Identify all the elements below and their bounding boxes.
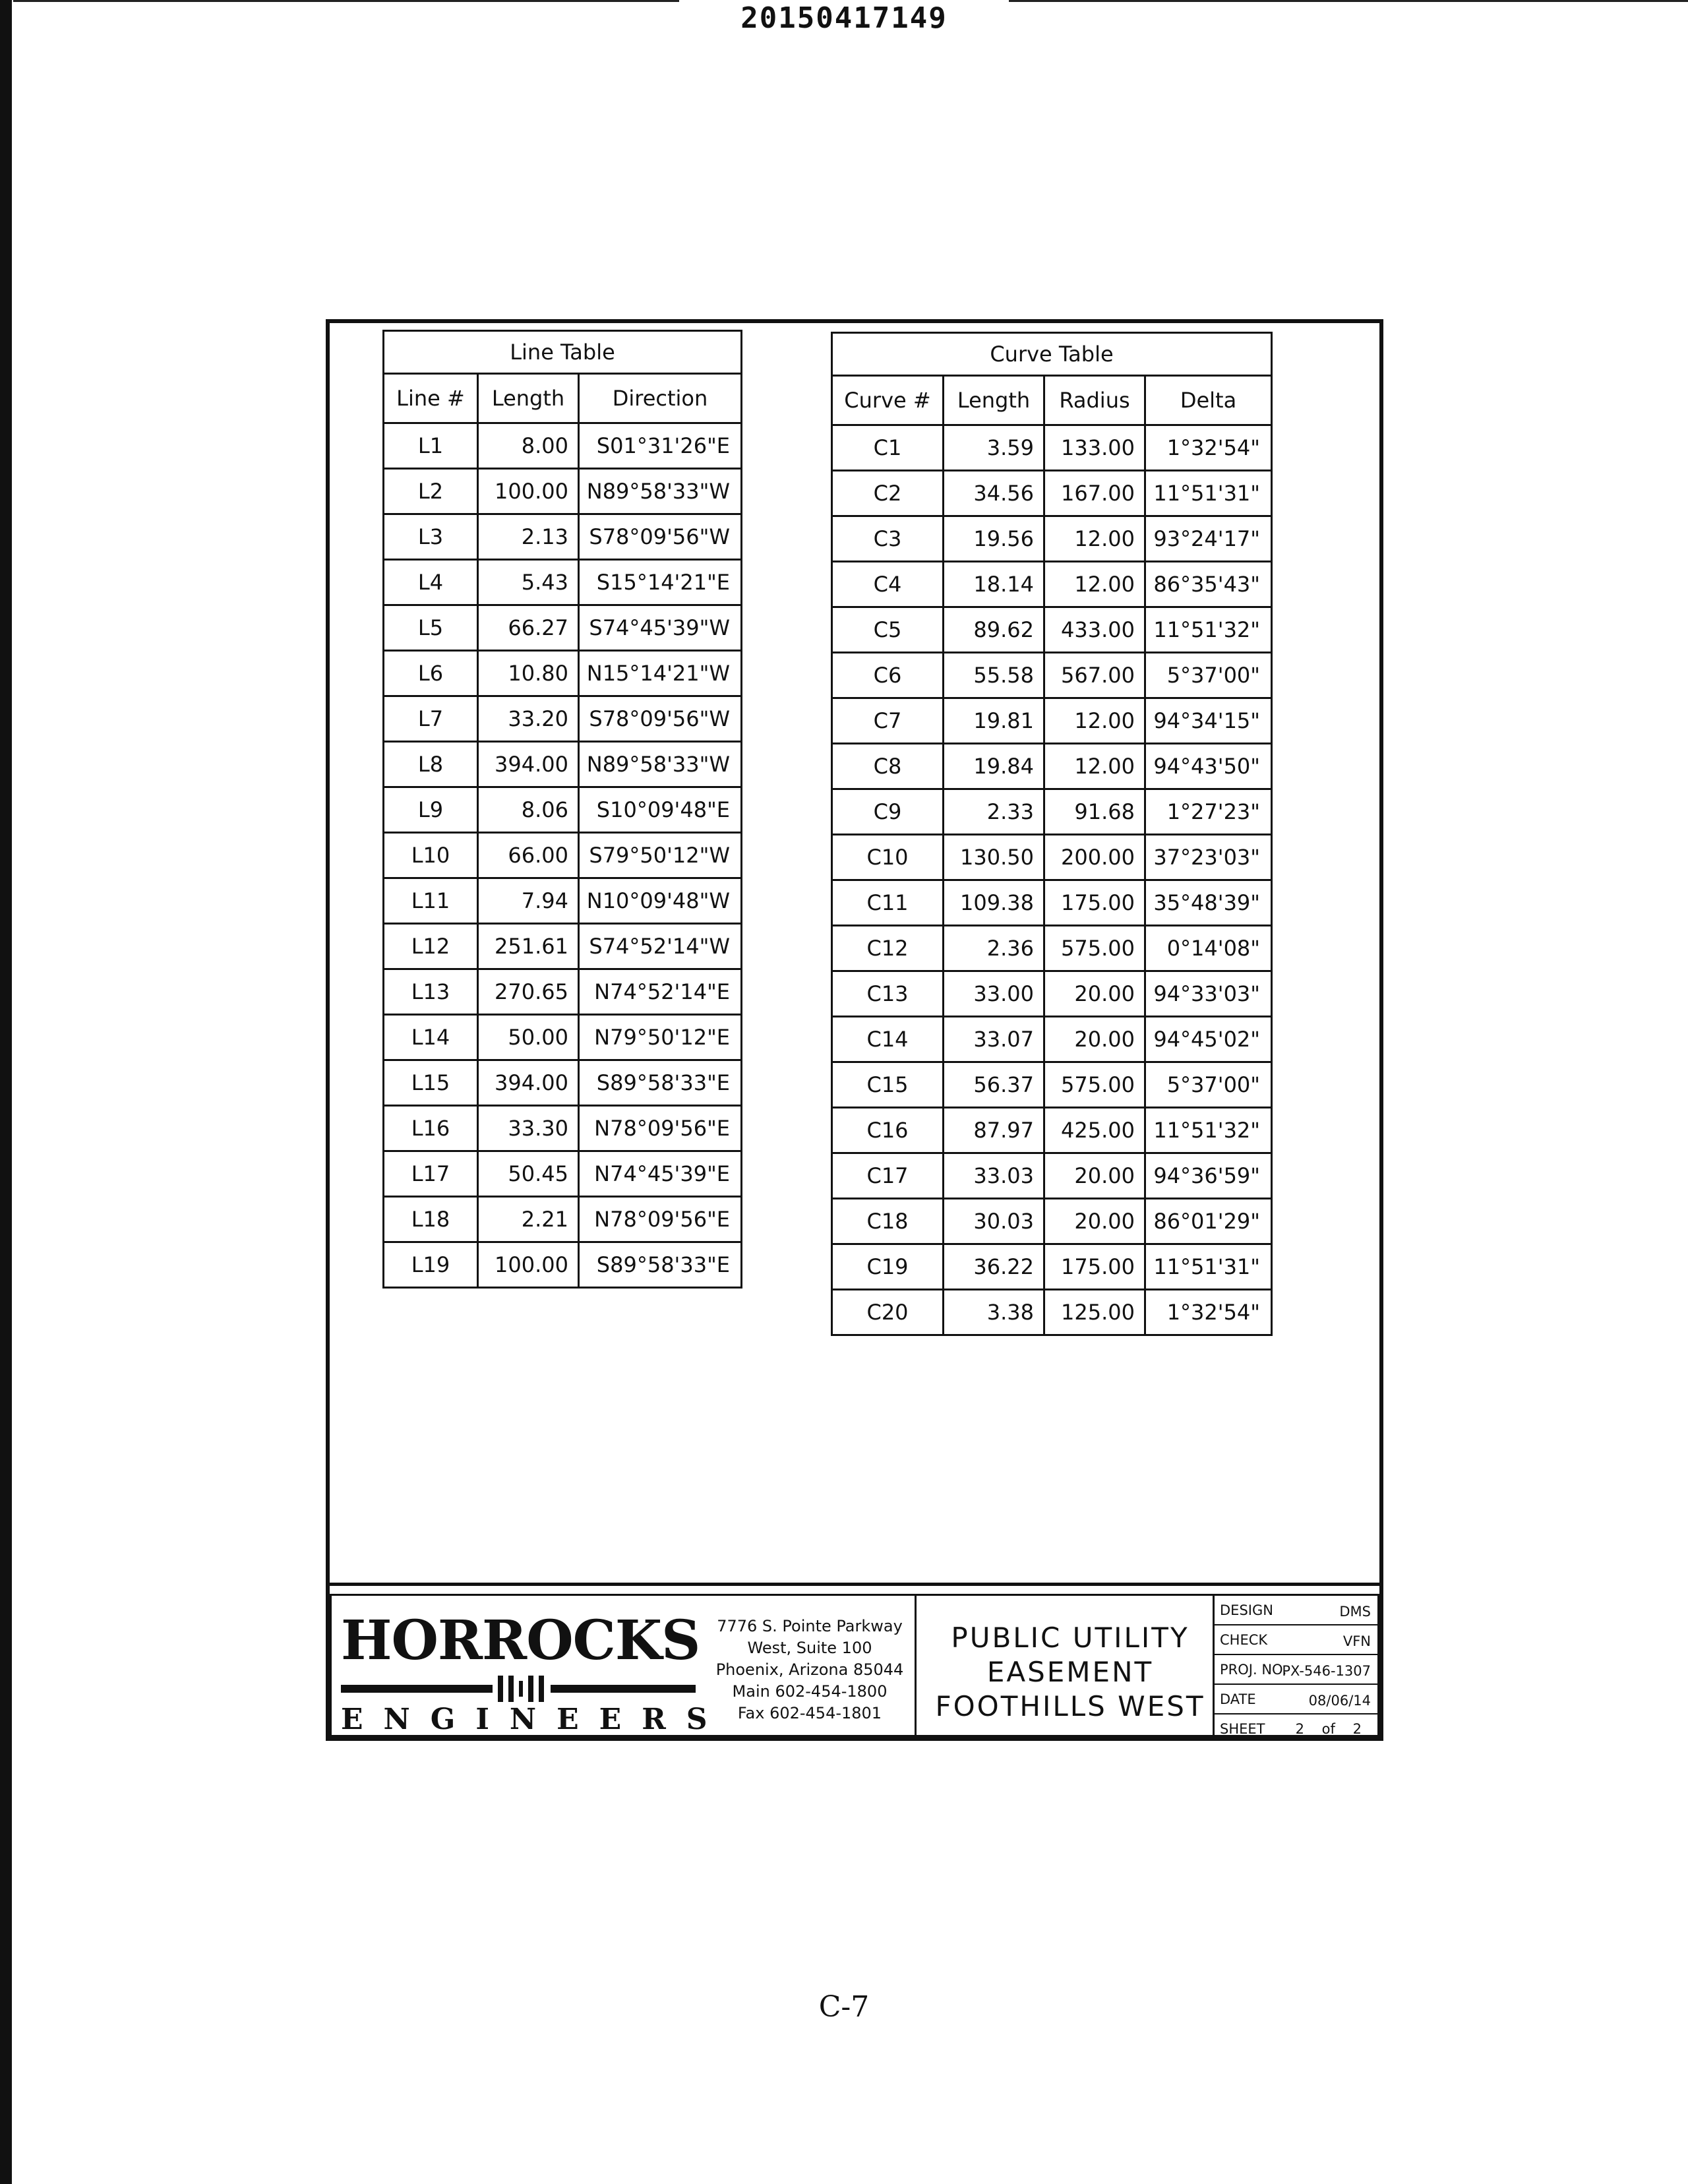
curve-row-cell: 20.00 (1044, 1199, 1145, 1244)
curve-row (832, 516, 1272, 562)
curve-row-cell: 12.00 (1044, 744, 1145, 789)
curve-row (832, 789, 1272, 835)
line-row-cell: N89°58'33"W (579, 742, 742, 787)
curve-row-cell: 19.81 (944, 698, 1044, 744)
curve-row-cell: 55.58 (944, 653, 1044, 698)
address-line: 7776 S. Pointe Parkway (717, 1617, 903, 1635)
top-rule (1009, 0, 1688, 2)
line-row-cell: 66.27 (478, 605, 579, 651)
company-name: HORROCKS (341, 1609, 700, 1672)
curve-row (832, 1290, 1272, 1335)
curve-row-cell: 12.00 (1044, 562, 1145, 607)
curve-row-cell: C1 (832, 425, 944, 471)
curve-row-cell: 175.00 (1044, 1244, 1145, 1290)
design-label: DESIGN (1220, 1602, 1273, 1618)
curve-row-cell: 30.03 (944, 1199, 1044, 1244)
scan-edge-bar (0, 0, 12, 2184)
curve-row-cell: 2.36 (944, 926, 1044, 971)
curve-row (832, 607, 1272, 653)
line-row-cell: S74°45'39"W (579, 605, 742, 651)
line-row (384, 878, 742, 924)
curve-table-header: Curve # (832, 376, 944, 425)
line-row (384, 469, 742, 514)
line-row-cell: S74°52'14"W (579, 924, 742, 969)
curve-row-cell: 20.00 (1044, 1017, 1145, 1062)
curve-row (832, 926, 1272, 971)
curve-row (832, 971, 1272, 1017)
line-table-header: Length (478, 374, 579, 423)
line-row-cell: L1 (384, 423, 478, 469)
curve-row-cell: 133.00 (1044, 425, 1145, 471)
curve-row-cell: C14 (832, 1017, 944, 1062)
line-row (384, 605, 742, 651)
logo-mark (508, 1676, 514, 1702)
curve-row-cell: 125.00 (1044, 1290, 1145, 1335)
curve-row (832, 698, 1272, 744)
line-row (384, 1197, 742, 1242)
line-row-cell: L9 (384, 787, 478, 833)
curve-row-cell: 575.00 (1044, 1062, 1145, 1108)
curve-row-cell: 109.38 (944, 880, 1044, 926)
line-row-cell: N89°58'33"W (579, 469, 742, 514)
sheet-info (1215, 1596, 1377, 1735)
curve-row-cell: 33.00 (944, 971, 1044, 1017)
curve-row-cell: 11°51'32" (1145, 607, 1272, 653)
line-row-cell: N74°52'14"E (579, 969, 742, 1015)
sheet-count (1296, 1721, 1362, 1737)
line-row-cell: 251.61 (478, 924, 579, 969)
line-row-cell: S78°09'56"W (579, 696, 742, 742)
line-row-cell: S01°31'26"E (579, 423, 742, 469)
curve-row-cell: C8 (832, 744, 944, 789)
divider (915, 1596, 917, 1735)
project-number-label: PROJ. NO. (1220, 1662, 1287, 1678)
document-number: 20150417149 (740, 1, 948, 35)
check-value: VFN (1342, 1633, 1371, 1649)
curve-row (832, 653, 1272, 698)
curve-row-cell: 89.62 (944, 607, 1044, 653)
curve-row-cell: 87.97 (944, 1108, 1044, 1153)
curve-row-cell: 5°37'00" (1145, 1062, 1272, 1108)
curve-table-header: Delta (1145, 376, 1272, 425)
line-row (384, 1151, 742, 1197)
design-row (1215, 1596, 1377, 1625)
curve-row (832, 1017, 1272, 1062)
curve-row-cell: 1°32'54" (1145, 425, 1272, 471)
title-block (326, 1583, 1383, 1741)
curve-row-cell: 20.00 (1044, 1153, 1145, 1199)
curve-row-cell: C7 (832, 698, 944, 744)
line-row (384, 514, 742, 560)
line-row-cell: S89°58'33"E (579, 1060, 742, 1106)
company-subtitle: ENGINEERS (341, 1703, 728, 1736)
curve-row (832, 1244, 1272, 1290)
curve-row-cell: 56.37 (944, 1062, 1044, 1108)
curve-row-cell: 3.59 (944, 425, 1044, 471)
curve-row-cell: C20 (832, 1290, 944, 1335)
line-row-cell: S79°50'12"W (579, 833, 742, 878)
line-row-cell: N10°09'48"W (579, 878, 742, 924)
line-row (384, 742, 742, 787)
line-row-cell: N74°45'39"E (579, 1151, 742, 1197)
logo-bar-left (341, 1685, 493, 1693)
address-line: Main 602-454-1800 (732, 1682, 888, 1701)
line-row-cell: 394.00 (478, 1060, 579, 1106)
line-row-cell: L7 (384, 696, 478, 742)
line-table-title: Line Table (384, 331, 742, 374)
curve-row-cell: 5°37'00" (1145, 653, 1272, 698)
address-line: West, Suite 100 (747, 1639, 872, 1657)
curve-table (831, 332, 1273, 1336)
curve-row-cell: C10 (832, 835, 944, 880)
line-row-cell: N15°14'21"W (579, 651, 742, 696)
curve-row-cell: C3 (832, 516, 944, 562)
project-title (919, 1621, 1222, 1724)
line-row-cell: L10 (384, 833, 478, 878)
line-row (384, 1015, 742, 1060)
curve-row-cell: 1°27'23" (1145, 789, 1272, 835)
curve-row-cell: 3.38 (944, 1290, 1044, 1335)
line-row-cell: 10.80 (478, 651, 579, 696)
curve-row (832, 1153, 1272, 1199)
logo-mark (498, 1676, 503, 1702)
curve-row (832, 744, 1272, 789)
curve-row-cell: 130.50 (944, 835, 1044, 880)
logo-mark (539, 1676, 544, 1702)
sheet-row (1215, 1714, 1377, 1743)
line-row-cell: L3 (384, 514, 478, 560)
line-row (384, 1242, 742, 1288)
logo-mark (528, 1676, 533, 1702)
curve-row-cell: C19 (832, 1244, 944, 1290)
curve-row-cell: 94°43'50" (1145, 744, 1272, 789)
line-row-cell: S78°09'56"W (579, 514, 742, 560)
line-row (384, 924, 742, 969)
curve-row-cell: 37°23'03" (1145, 835, 1272, 880)
line-row-cell: L4 (384, 560, 478, 605)
line-row-cell: S15°14'21"E (579, 560, 742, 605)
line-row-cell: N79°50'12"E (579, 1015, 742, 1060)
line-row-cell: 8.06 (478, 787, 579, 833)
curve-row-cell: 11°51'32" (1145, 1108, 1272, 1153)
curve-row (832, 471, 1272, 516)
line-row-cell: L2 (384, 469, 478, 514)
curve-row-cell: 36.22 (944, 1244, 1044, 1290)
curve-row-cell: C5 (832, 607, 944, 653)
curve-row-cell: 2.33 (944, 789, 1044, 835)
curve-row-cell: 12.00 (1044, 516, 1145, 562)
line-row (384, 1060, 742, 1106)
curve-table-body (832, 425, 1272, 1335)
line-row-cell: 394.00 (478, 742, 579, 787)
title-block-border (330, 1594, 1379, 1737)
line-row-cell: 50.45 (478, 1151, 579, 1197)
curve-row-cell: 433.00 (1044, 607, 1145, 653)
line-row-cell: 66.00 (478, 833, 579, 878)
project-line: EASEMENT (986, 1656, 1154, 1688)
curve-row-cell: C9 (832, 789, 944, 835)
curve-row-cell: 86°35'43" (1145, 562, 1272, 607)
line-row-cell: 270.65 (478, 969, 579, 1015)
curve-row-cell: 93°24'17" (1145, 516, 1272, 562)
curve-row (832, 562, 1272, 607)
line-row-cell: L5 (384, 605, 478, 651)
line-row-cell: N78°09'56"E (579, 1197, 742, 1242)
line-row (384, 969, 742, 1015)
curve-row (832, 880, 1272, 926)
curve-row-cell: 20.00 (1044, 971, 1145, 1017)
curve-row-cell: 200.00 (1044, 835, 1145, 880)
line-row-cell: L12 (384, 924, 478, 969)
curve-row-cell: C18 (832, 1199, 944, 1244)
check-row (1215, 1625, 1377, 1655)
page-label: C-7 (818, 1990, 870, 2024)
line-row-cell: L8 (384, 742, 478, 787)
project-number-row (1215, 1655, 1377, 1685)
line-row-cell: L11 (384, 878, 478, 924)
curve-row-cell: 575.00 (1044, 926, 1145, 971)
line-row-cell: 2.13 (478, 514, 579, 560)
curve-row-cell: 33.07 (944, 1017, 1044, 1062)
curve-row-cell: C4 (832, 562, 944, 607)
curve-row-cell: 567.00 (1044, 653, 1145, 698)
curve-row (832, 1108, 1272, 1153)
line-row-cell: 100.00 (478, 469, 579, 514)
line-row-cell: S89°58'33"E (579, 1242, 742, 1288)
line-row-cell: 5.43 (478, 560, 579, 605)
line-row (384, 560, 742, 605)
project-line: PUBLIC UTILITY (951, 1622, 1190, 1654)
check-label: CHECK (1220, 1632, 1268, 1648)
sheet-total: 2 (1352, 1721, 1362, 1737)
curve-row-cell: C16 (832, 1108, 944, 1153)
curve-row-cell: 91.68 (1044, 789, 1145, 835)
date-value: 08/06/14 (1308, 1693, 1371, 1709)
curve-row-cell: 19.56 (944, 516, 1044, 562)
curve-row-cell: 19.84 (944, 744, 1044, 789)
curve-row-cell: 34.56 (944, 471, 1044, 516)
line-row (384, 696, 742, 742)
line-table (382, 330, 742, 1289)
line-row-cell: N78°09'56"E (579, 1106, 742, 1151)
curve-row-cell: 175.00 (1044, 880, 1145, 926)
address-line: Phoenix, Arizona 85044 (715, 1660, 904, 1679)
curve-row (832, 1062, 1272, 1108)
curve-row-cell: 33.03 (944, 1153, 1044, 1199)
company-logo (341, 1609, 728, 1741)
logo-bar-right (551, 1685, 696, 1693)
curve-row-cell: 425.00 (1044, 1108, 1145, 1153)
curve-row-cell: 11°51'31" (1145, 471, 1272, 516)
line-row-cell: 7.94 (478, 878, 579, 924)
curve-row-cell: 35°48'39" (1145, 880, 1272, 926)
curve-table-title: Curve Table (832, 333, 1272, 376)
sheet-of-word: of (1321, 1721, 1335, 1737)
date-label: DATE (1220, 1691, 1256, 1707)
line-row (384, 423, 742, 469)
line-row-cell: 33.20 (478, 696, 579, 742)
line-row-cell: L15 (384, 1060, 478, 1106)
line-row-cell: 100.00 (478, 1242, 579, 1288)
curve-row-cell: C13 (832, 971, 944, 1017)
curve-row-cell: 0°14'08" (1145, 926, 1272, 971)
line-table-header: Direction (579, 374, 742, 423)
curve-row (832, 425, 1272, 471)
curve-row (832, 1199, 1272, 1244)
date-row (1215, 1685, 1377, 1714)
curve-table-header: Radius (1044, 376, 1145, 425)
curve-row-cell: C12 (832, 926, 944, 971)
line-row-cell: 33.30 (478, 1106, 579, 1151)
curve-row-cell: C15 (832, 1062, 944, 1108)
line-row-cell: 50.00 (478, 1015, 579, 1060)
curve-table-header: Length (944, 376, 1044, 425)
curve-row-cell: 12.00 (1044, 698, 1145, 744)
curve-row-cell: 86°01'29" (1145, 1199, 1272, 1244)
line-row (384, 1106, 742, 1151)
sheet-label: SHEET (1220, 1721, 1265, 1737)
line-row-cell: L6 (384, 651, 478, 696)
line-row-cell: 8.00 (478, 423, 579, 469)
line-row (384, 651, 742, 696)
curve-row-cell: C6 (832, 653, 944, 698)
top-rule (13, 0, 679, 2)
line-row-cell: L14 (384, 1015, 478, 1060)
line-row (384, 787, 742, 833)
line-row (384, 833, 742, 878)
curve-row-cell: C17 (832, 1153, 944, 1199)
line-table-header: Line # (384, 374, 478, 423)
curve-row-cell: 94°45'02" (1145, 1017, 1272, 1062)
curve-row (832, 835, 1272, 880)
line-row-cell: 2.21 (478, 1197, 579, 1242)
line-row-cell: L17 (384, 1151, 478, 1197)
line-row-cell: L13 (384, 969, 478, 1015)
project-number-value: PX-546-1307 (1282, 1663, 1371, 1679)
design-value: DMS (1339, 1604, 1371, 1620)
curve-row-cell: 11°51'31" (1145, 1244, 1272, 1290)
line-row-cell: L16 (384, 1106, 478, 1151)
line-table-body (384, 423, 742, 1288)
curve-row-cell: 94°33'03" (1145, 971, 1272, 1017)
logo-mark (519, 1681, 523, 1697)
curve-row-cell: 1°32'54" (1145, 1290, 1272, 1335)
curve-row-cell: 94°34'15" (1145, 698, 1272, 744)
company-address (708, 1616, 912, 1724)
curve-row-cell: 18.14 (944, 562, 1044, 607)
curve-row-cell: 167.00 (1044, 471, 1145, 516)
curve-row-cell: C11 (832, 880, 944, 926)
curve-row-cell: C2 (832, 471, 944, 516)
address-line: Fax 602-454-1801 (737, 1704, 882, 1722)
project-line: FOOTHILLS WEST (935, 1690, 1205, 1722)
curve-row-cell: 94°36'59" (1145, 1153, 1272, 1199)
sheet-number: 2 (1295, 1721, 1304, 1737)
line-row-cell: L19 (384, 1242, 478, 1288)
line-row-cell: S10°09'48"E (579, 787, 742, 833)
line-row-cell: L18 (384, 1197, 478, 1242)
